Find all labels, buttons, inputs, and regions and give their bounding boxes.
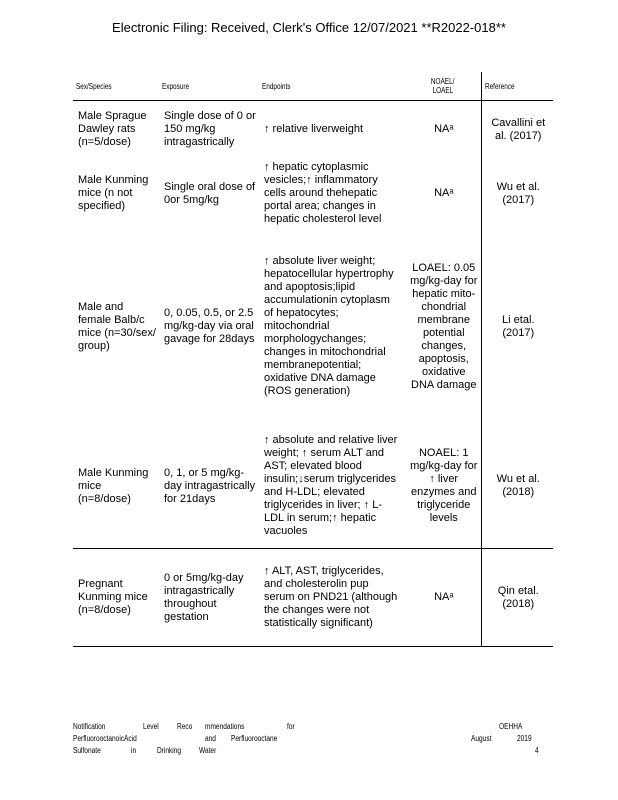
cell-species: Male Kunming mice (n not specified) — [78, 174, 149, 212]
table-row — [73, 549, 553, 647]
cell-reference: Li etal. (2017) — [481, 229, 553, 425]
footer-word: Drinking — [157, 746, 182, 755]
col-header-exposure: Exposure — [159, 72, 259, 101]
cell-species: Male Sprague Dawley rats (n=5/dose) — [78, 110, 147, 149]
cell-exposure: 0, 1, or 5 mg/kg-day intragastrically for 21days — [159, 425, 259, 549]
footer-word: mmendations — [205, 722, 245, 731]
footer-word: in — [131, 746, 137, 755]
cell-exposure: Single oral dose of 0or 5mg/kg — [164, 180, 256, 206]
table-header-row — [73, 72, 553, 101]
cell-noael: NAᵃ — [405, 549, 481, 647]
cell-exposure: 0 or 5mg/kg-day intragastrically throughout gestation — [159, 549, 259, 647]
cell-endpoints: ↑ ALT, AST, triglycerides, and cholesterolin pup serum on PND21 (although the changes were not statistically significant) — [259, 549, 405, 647]
cell-reference: Wu et al. (2017) — [481, 159, 553, 229]
page-number: 4 — [535, 746, 539, 755]
footer-word: PerfluorooctanoicAcid — [73, 734, 137, 743]
cell-species: Pregnant Kunming mice (n=8/dose) — [73, 549, 159, 647]
footer-word: and — [205, 734, 216, 743]
cell-endpoints: ↑ absolute and relative liver weight; ↑ serum ALT and AST; elevated blood insulin;↓serum triglycerides and H-LDL; elevated triglycerides in liver; ↑ L-LDL in serum;↑ hepatic vacuoles — [259, 425, 405, 549]
cell-reference: Wu et al. (2018) — [481, 425, 553, 549]
cell-noael: NOAEL: 1 mg/kg-day for ↑ liver enzymes and triglyceride levels — [405, 425, 481, 549]
footer-word: Perfluorooctane — [231, 734, 278, 743]
footer-word: Level — [143, 722, 159, 731]
table-row — [73, 159, 553, 229]
table-row — [73, 229, 553, 425]
footer-month: August — [471, 734, 492, 743]
footer-word: Sulfonate — [73, 746, 101, 755]
cell-noael: NAᵃ — [434, 187, 454, 199]
page-footer — [73, 722, 553, 758]
cell-endpoints: ↑ relative liverweight — [264, 123, 364, 136]
hepatic-effects-table — [73, 72, 553, 647]
cell-noael: NAᵃ — [434, 123, 454, 136]
cell-endpoints: ↑ absolute liver weight; hepatocellular hypertrophy and apoptosis;lipid accumulationin cytoplasm of hepatocytes; mitochondrial morphologychanges; changes in mitochondrial membranepotential; oxidative DNA damage (ROS generation) — [264, 255, 394, 397]
cell-species: Male and female Balb/c mice (n=30/sex/ group) — [78, 300, 156, 352]
cell-reference: Qin etal. (2018) — [481, 549, 553, 647]
footer-word: Reco — [177, 722, 193, 731]
cell-species: Male Kunming mice (n=8/dose) — [73, 425, 159, 549]
cell-exposure: Single dose of 0 or 150 mg/kg intragastrically — [164, 110, 256, 149]
cell-exposure: 0, 0.05, 0.5, or 2.5 mg/kg-day via oral gavage for 28days — [164, 307, 255, 345]
col-header-reference: Reference — [481, 72, 553, 101]
cell-endpoints: ↑ hepatic cytoplasmic vesicles;↑ inflammatory cells around thehepatic portal area; changes in hepatic cholesterol level — [264, 161, 382, 225]
cell-reference: Cavallini et al. (2017) — [481, 101, 553, 159]
col-header-noael: NOAEL/ LOAEL — [405, 72, 481, 101]
footer-year: 2019 — [517, 734, 532, 743]
footer-word: Notification — [73, 722, 106, 731]
footer-word: Water — [199, 746, 217, 755]
col-header-endpoints: Endpoints — [259, 72, 405, 101]
col-header-species: Sex/Species — [73, 72, 159, 101]
table-row — [73, 101, 553, 159]
cell-noael: LOAEL: 0.05 mg/kg-day for hepatic mito-chondrial membrane potential changes, apoptosis, oxidative DNA damage — [410, 261, 478, 391]
footer-word: for — [287, 722, 295, 731]
footer-org: OEHHA — [499, 722, 523, 731]
table-row — [73, 425, 553, 549]
filing-header: Electronic Filing: Received, Clerk's Office 12/07/2021 **R2022-018** — [112, 20, 506, 35]
